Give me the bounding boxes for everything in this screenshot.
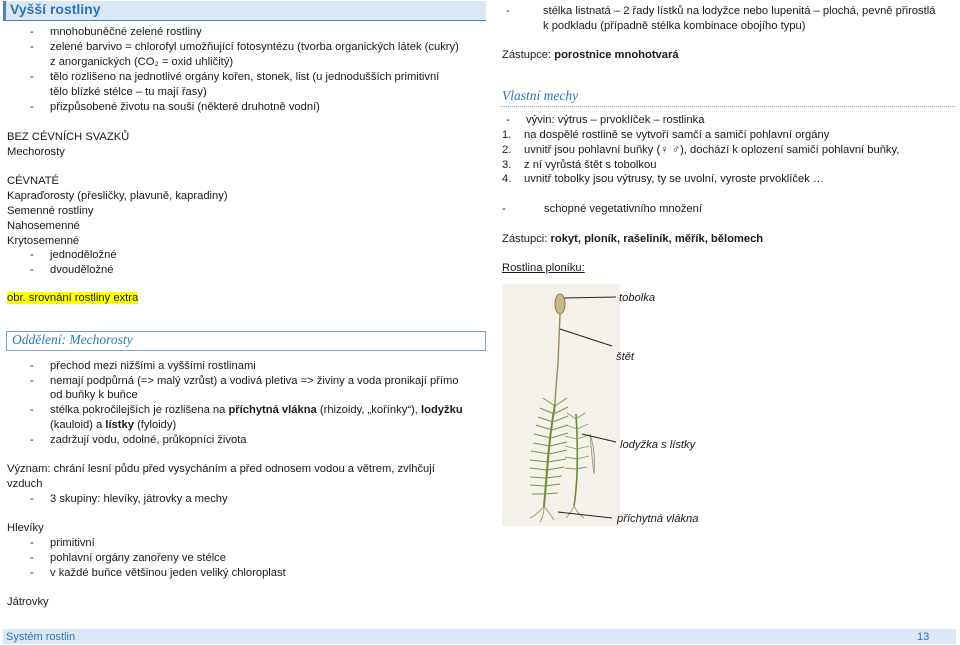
list-item: - 3 skupiny: hlevíky, játrovky a mechy (30, 493, 228, 505)
mosses-label: Mechorosty (7, 146, 65, 158)
numbered-item: 1. na dospělé rostlině se vytvoří samčí a samičí pohlavní orgány (502, 129, 830, 141)
illustration-background (502, 284, 620, 526)
capsule-label: tobolka (619, 292, 656, 304)
page-number: 13 (917, 631, 930, 643)
numbered-item: 2. uvnitř jsou pohlavní buňky (♀ ♂), dochází k oplození samičí pohlavní buňky, (502, 144, 900, 156)
mechy-heading: Vlastní mechy (502, 88, 579, 103)
list-item: - přizpůsobené životu na souši (některé druhotně vodní) (30, 101, 320, 113)
significance-text: Význam: chrání lesní půdu před vysycháním a před odnosem vodou a větrem, zvlhčují (7, 463, 435, 475)
stalk-label: štět (616, 351, 635, 363)
diagram-title: Rostlina ploníku: (502, 262, 585, 274)
representatives-line: Zástupci: rokyt, ploník, rašeliník, měřík, bělomech (502, 233, 764, 245)
list-item-continuation: tělo blízké stélce – tu mají řasy) (50, 86, 207, 98)
ferns-label: Kapraďorosty (přesličky, plavuně, kapradiny) (7, 190, 228, 202)
list-item: - nemají podpůrná (=> malý vzrůst) a vodivá pletiva => živiny a voda pronikají přímo (30, 375, 459, 387)
list-item: - v každé buňce většinou jeden veliký chloroplast (30, 567, 286, 579)
list-item: - tělo rozlišeno na jednotlivé orgány kořen, stonek, list (u jednodušších primitivní (30, 71, 440, 83)
moss-plant-illustration (498, 284, 918, 529)
capsule-shape (555, 294, 565, 314)
footer-title: Systém rostlin (6, 631, 76, 643)
page-title: Vyšší rostliny (10, 1, 101, 17)
angiosperms-label: Krytosemenné (7, 235, 80, 247)
title-underline (3, 20, 486, 21)
list-item: - mnohobuněčné zelené rostliny (30, 26, 202, 38)
list-item-continuation: z anorganických (CO₂ = oxid uhličitý) (50, 56, 234, 68)
list-item: - stélka pokročilejších je rozlišena na příchytná vlákna (rhizoidy, „kořínky“), lodyžku (30, 404, 463, 416)
list-item: - přechod mezi nižšími a vyššími rostlinami (30, 360, 256, 372)
gymnosperms-label: Nahosemenné (7, 220, 80, 232)
list-item-continuation: (kauloid) a lístky (fyloidy) (50, 419, 177, 431)
list-item: - pohlavní orgány zanořeny ve stélce (30, 552, 227, 564)
list-item: - zadržují vodu, odolné, průkopníci života (30, 434, 247, 446)
comparison-note: obr. srovnání rostliny extra (7, 292, 139, 304)
numbered-item: 3. z ní vyrůstá štět s tobolkou (502, 159, 657, 171)
list-item: - zelené barvivo = chlorofyl umožňující fotosyntézu (tvorba organických látek (cukry) (30, 41, 459, 53)
list-item-continuation: k podkladu (případně stélka kombinace obojího typu) (543, 20, 806, 32)
hleviky-heading: Hlevíky (7, 522, 44, 534)
significance-text: vzduch (7, 478, 43, 490)
numbered-item: 4. uvnitř tobolky jsou výtrusy, ty se uvolní, vyroste prvoklíček … (502, 173, 825, 185)
list-item: - schopné vegetativního množení (502, 203, 702, 215)
vascular-heading: CÉVNATÉ (7, 175, 60, 187)
footer-bar (3, 629, 956, 644)
list-item: - dvouděložné (30, 264, 114, 276)
list-item: - primitivní (30, 537, 95, 549)
list-item-continuation: od buňky k buňce (50, 389, 138, 401)
representative-line: Zástupce: porostnice mnohotvará (502, 49, 679, 61)
jatrovky-heading: Játrovky (7, 596, 49, 608)
rhizoids-label: příchytná vlákna (617, 513, 699, 525)
stem-label: lodyžka s lístky (620, 439, 696, 451)
section-title: Oddělení: Mechorosty (12, 332, 133, 347)
seed-plants-label: Semenné rostliny (7, 205, 94, 217)
list-item: - jednoděložné (30, 249, 117, 261)
list-item: - vývin: výtrus – prvoklíček – rostlinka (506, 114, 705, 126)
list-item: - stélka listnatá – 2 řady lístků na lodyžce nebo lupenitá – plochá, pevně přirostlá (506, 5, 936, 17)
non-vascular-heading: BEZ CÉVNÍCH SVAZKŮ (7, 131, 130, 143)
heading-underline (500, 106, 955, 107)
